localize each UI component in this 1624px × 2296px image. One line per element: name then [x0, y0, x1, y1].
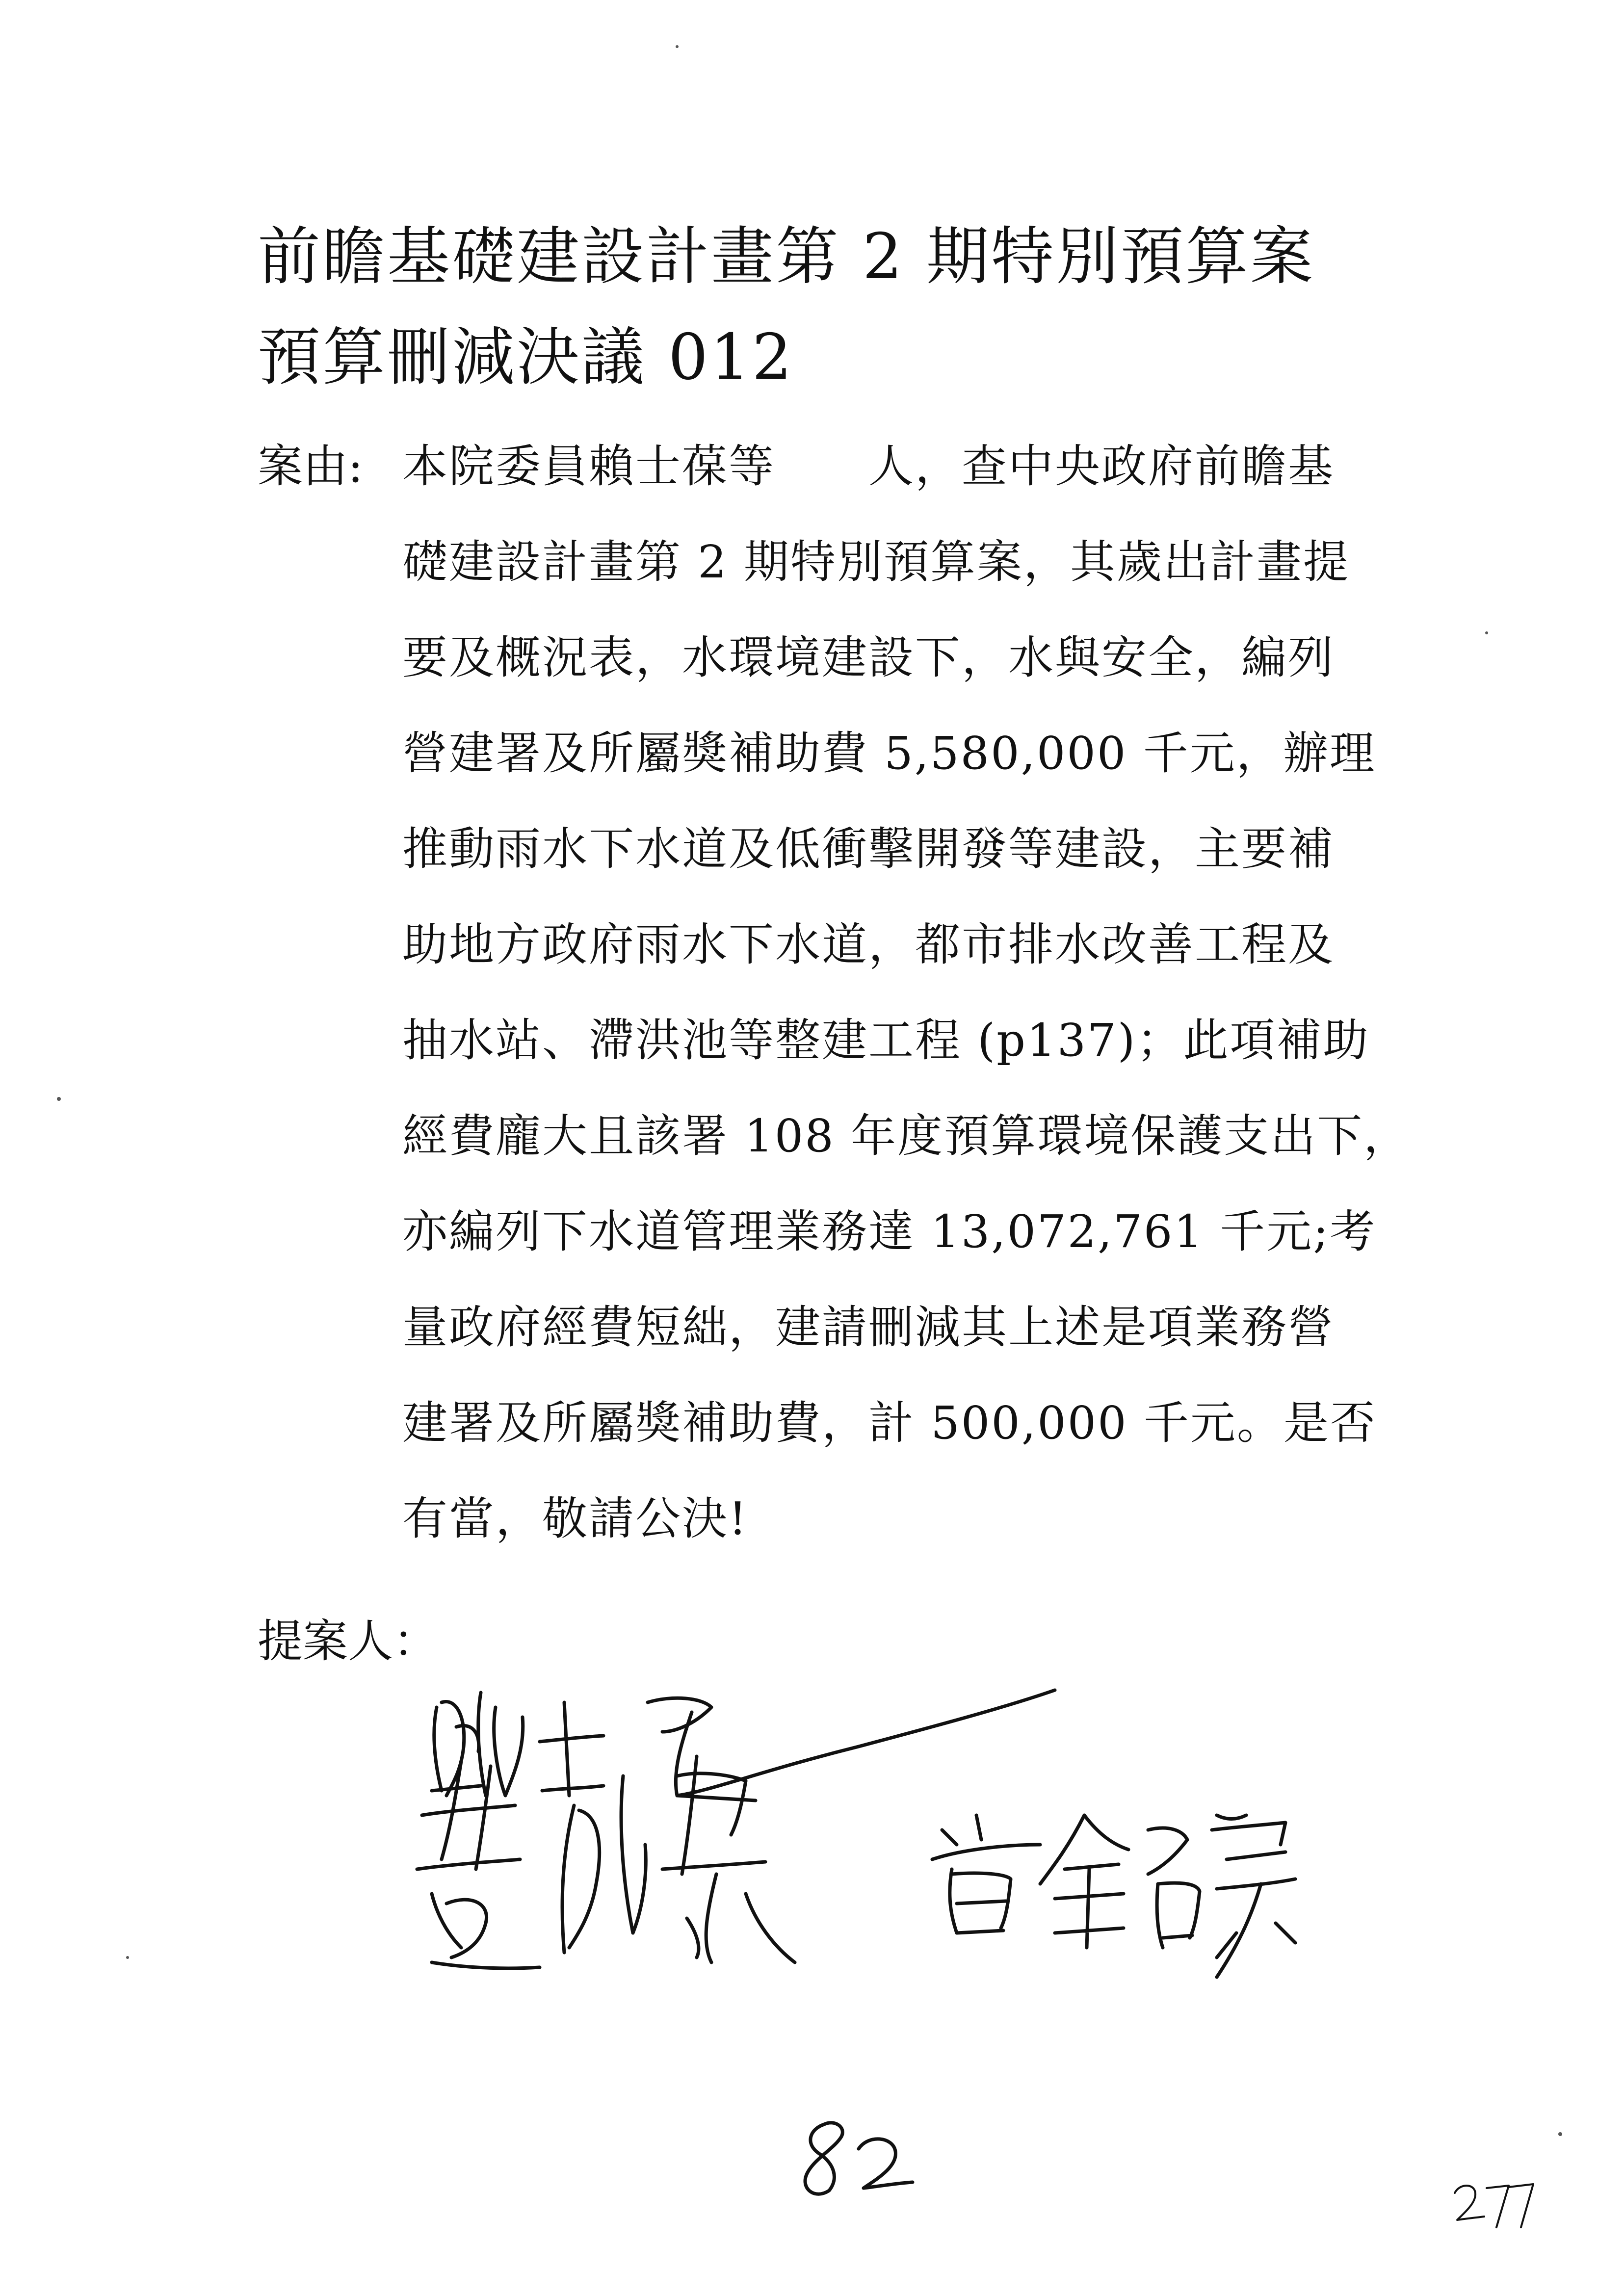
- case-line: 有當，敬請公決!: [402, 1492, 748, 1545]
- case-line: 推動雨水下水道及低衝擊開發等建設，主要補: [402, 823, 1335, 875]
- case-line: 量政府經費短絀，建請刪減其上述是項業務營: [402, 1301, 1335, 1354]
- document-title-line-1: 前瞻基礎建設計畫第 2 期特別預算案: [258, 220, 1315, 293]
- case-label: 案由:: [258, 440, 363, 493]
- case-line: 礎建設計畫第 2 期特別預算案，其歲出計畫提: [402, 536, 1350, 588]
- case-line: 抽水站、滯洪池等整建工程 (p137)；此項補助: [402, 1014, 1370, 1067]
- case-line: 營建署及所屬獎補助費 5,580,000 千元，辦理: [402, 727, 1376, 780]
- case-line: 亦編列下水道管理業務達 13,072,761 千元;考: [402, 1205, 1377, 1258]
- case-line: 助地方政府雨水下水道，都市排水改善工程及: [402, 918, 1335, 971]
- document-title-line-2: 預算刪減決議 012: [258, 321, 794, 394]
- case-line: 建署及所屬獎補助費，計 500,000 千元。是否: [402, 1397, 1377, 1449]
- case-line: 經費龐大且該署 108 年度預算環境保護支出下，: [402, 1110, 1411, 1162]
- proposer-label: 提案人：: [258, 1615, 439, 1668]
- case-line: 要及概況表，水環境建設下，水與安全，編列: [402, 631, 1335, 684]
- case-line: 本院委員賴士葆等 人，查中央政府前瞻基: [402, 440, 1335, 493]
